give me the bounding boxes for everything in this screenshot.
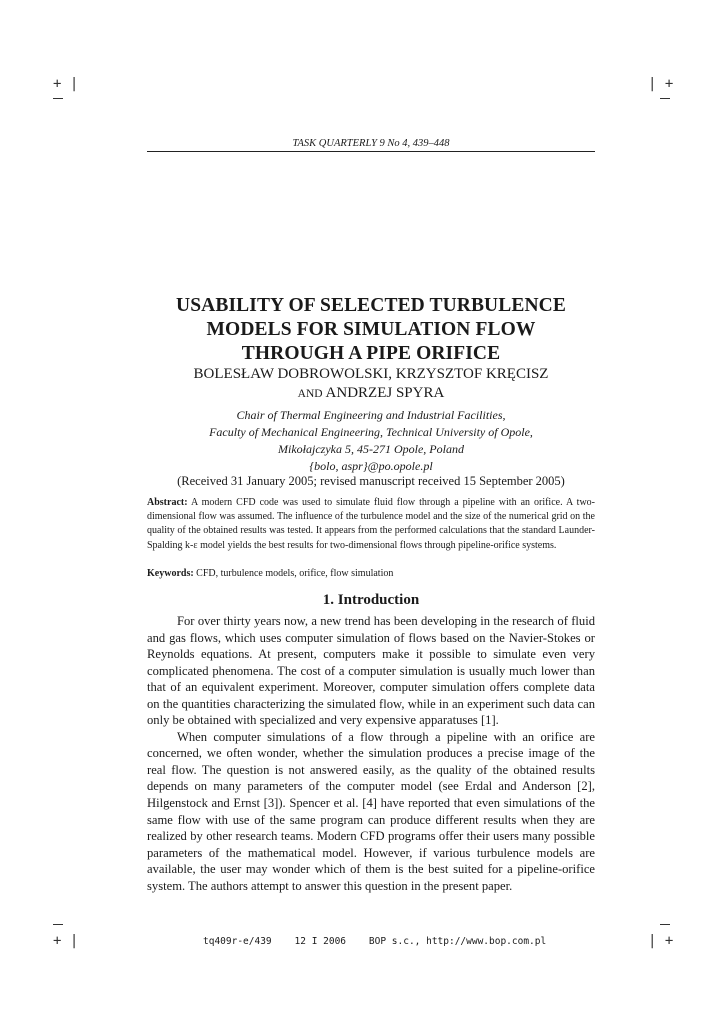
keywords (147, 568, 595, 579)
author-list (120, 365, 622, 404)
title-line-1: USABILITY OF SELECTED TURBULENCE (176, 295, 566, 316)
received-dates: (Received 31 January 2005; revised manuscript received 15 September 2005) (177, 474, 565, 488)
paragraph-2: When computer simulations of a flow through a pipeline with an orifice are concerned, we often wonder, whether the simulation produces a precise image of the real flow. The question is not answered easily, as the quality of the obtained results depends on many parameters of the computer model (see Erdal and Anderson [2], Hilgenstock and Ernst [3]). Spencer et al. [4] have reported that even simulations of the same flow with use of the same program can produce different results when they are realized by other research teams. Modern CFD programs offer their users many possible parameters of the mathematical model. However, if various turbulence models are available, the user may wonder which of them is the best suited for a pipeline-orifice system. The authors attempt to answer this question in the present paper. (147, 729, 595, 893)
keywords-text: CFD, turbulence models, orifice, flow simulation (196, 568, 394, 579)
footer-date: 12 I 2006 (294, 936, 347, 947)
crop-mark-bottom-right: | + (648, 933, 674, 949)
section-heading: 1. Introduction (322, 592, 420, 608)
abstract-label: Abstract: (147, 497, 188, 508)
paper-title (120, 294, 622, 366)
affiliation (120, 407, 622, 475)
authors-line-2 (120, 384, 622, 404)
page-footer (203, 936, 546, 947)
crop-mark-top-left: + | (53, 76, 79, 92)
body-text (147, 613, 595, 894)
abstract-text: A modern CFD code was used to simulate fluid flow through a pipeline with an orifice. A two-dimensional flow was assumed. The influence of the turbulence model and the size of the numerical grid on the quality of the obtained results was tested. It appears from the performed calculations that the standard Launder-Spalding k-ε model yields the best results for two-dimensional flows through pipeline-orifice systems. (147, 497, 595, 551)
paragraph-1: For over thirty years now, a new trend has been developing in the research of fluid and gas flows, which uses computer simulation of flows based on the Navier-Stokes or Reynolds equations. At present, computers make it possible to simulate even very complicated phenomena. The cost of a computer simulation is usually much lower than that of an equivalent experiment. Moreover, computer simulation offers complete data on the quantities characterizing the simulated flow, while in an experiment such data can only be obtained with specialized and very expensive apparatuses [1]. (147, 614, 595, 728)
crop-line-top-right (660, 98, 670, 99)
authors-line-1: BOLESŁAW DOBROWOLSKI, KRZYSZTOF KRĘCISZ (193, 366, 549, 382)
crop-line-bottom-right (660, 924, 670, 925)
affiliation-line-1: Chair of Thermal Engineering and Industrial Facilities, (236, 408, 506, 422)
crop-mark-bottom-left: + | (53, 933, 79, 949)
title-line-3: THROUGH A PIPE ORIFICE (241, 343, 501, 364)
running-header: TASK QUARTERLY 9 No 4, 439–448 (292, 138, 450, 149)
crop-line-bottom-left (53, 924, 63, 925)
affiliation-line-2: Faculty of Mechanical Engineering, Technical University of Opole, (209, 425, 533, 439)
authors-and: AND (297, 388, 323, 400)
abstract (147, 496, 595, 553)
header-rule (147, 151, 595, 152)
authors-last: ANDRZEJ SPYRA (325, 385, 445, 401)
footer-publisher: BOP s.c., http://www.bop.com.pl (368, 936, 547, 947)
keywords-label: Keywords: (147, 568, 194, 579)
affiliation-email: {bolo, aspr}@po.opole.pl (309, 459, 433, 473)
affiliation-line-3: Mikołajczyka 5, 45-271 Opole, Poland (278, 442, 464, 456)
crop-mark-top-right: | + (648, 76, 674, 92)
title-line-2: MODELS FOR SIMULATION FLOW (206, 319, 536, 340)
footer-file: tq409r-e/439 (203, 936, 272, 947)
crop-line-top-left (53, 98, 63, 99)
